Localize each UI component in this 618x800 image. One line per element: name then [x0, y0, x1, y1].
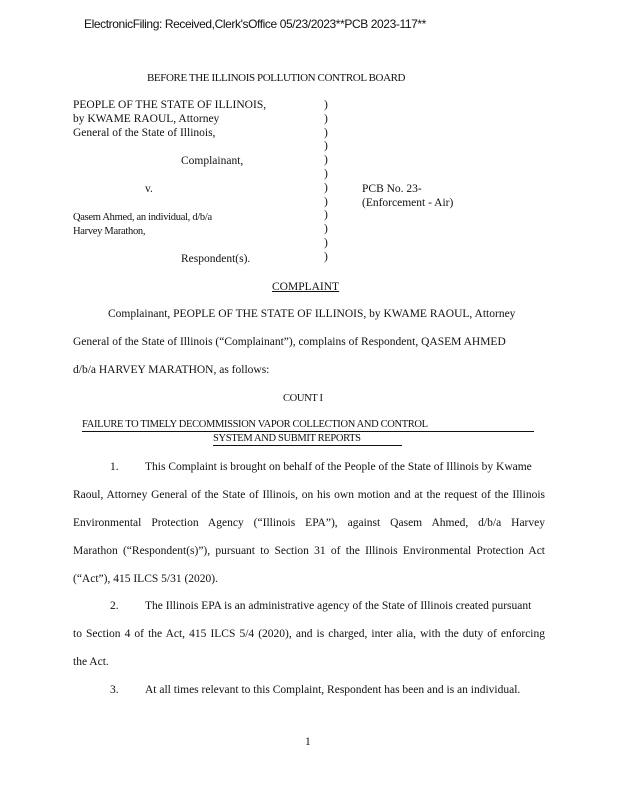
filing-stamp: ElectronicFiling: Received,Clerk'sOffice 05/23/2023**PCB 2023-117** [84, 17, 426, 31]
paragraph-line: The Illinois EPA is an administrative agency of the State of Illinois created pursuant [145, 600, 532, 612]
paragraph-line: the Act. [73, 656, 109, 668]
paragraph-number: 3. [110, 684, 119, 696]
respondent-label: Respondent(s). [181, 253, 251, 265]
caption-parentheses: ) ) ) ) ) ) ) ) ) ) ) ) [324, 99, 328, 263]
versus-label: v. [145, 183, 153, 195]
case-type: (Enforcement - Air) [362, 197, 454, 209]
paragraph-line: Environmental Protection Agency (“Illinois EPA”), against Qasem Ahmed, d/b/a Harvey [73, 517, 545, 529]
plaintiff-line-3: General of the State of Illinois, [73, 127, 216, 139]
count-label: COUNT I [283, 393, 323, 404]
paragraph-line: Marathon (“Respondent(s)”), pursuant to Section 31 of the Illinois Environmental Protection Act [73, 545, 545, 557]
complaint-title: COMPLAINT [272, 281, 340, 293]
case-number: PCB No. 23- [362, 183, 422, 195]
respondent-line-1: Qasem Ahmed, an individual, d/b/a [73, 212, 212, 223]
paragraph-line: This Complaint is brought on behalf of the People of the State of Illinois by Kwame [145, 461, 532, 473]
count-title-line-2: SYSTEM AND SUBMIT REPORTS [213, 433, 402, 446]
respondent-line-2: Harvey Marathon, [73, 226, 146, 237]
page-number: 1 [305, 736, 311, 748]
paragraph-line: to Section 4 of the Act, 415 ILCS 5/4 (2020), and is charged, inter alia, with the duty of enforcing [73, 628, 545, 640]
complainant-label: Complainant, [181, 155, 244, 167]
paragraph-number: 1. [110, 461, 119, 473]
board-heading: BEFORE THE ILLINOIS POLLUTION CONTROL BOARD [147, 72, 406, 84]
paragraph-number: 2. [110, 600, 119, 612]
plaintiff-line-2: by KWAME RAOUL, Attorney [73, 113, 220, 125]
count-title-line-1: FAILURE TO TIMELY DECOMMISSION VAPOR COLLECTION AND CONTROL [82, 419, 534, 432]
paragraph-line: Raoul, Attorney General of the State of Illinois, on his own motion and at the request of the Illinois [73, 489, 545, 501]
plaintiff-line-1: PEOPLE OF THE STATE OF ILLINOIS, [73, 99, 267, 111]
paragraph-line: At all times relevant to this Complaint, Respondent has been and is an individual. [145, 684, 521, 696]
intro-line-2: General of the State of Illinois (“Complainant”), complains of Respondent, QASEM AHMED [73, 336, 506, 348]
intro-line-1: Complainant, PEOPLE OF THE STATE OF ILLINOIS, by KWAME RAOUL, Attorney [108, 308, 516, 320]
paragraph-line: (“Act”), 415 ILCS 5/31 (2020). [73, 573, 218, 585]
intro-line-3: d/b/a HARVEY MARATHON, as follows: [73, 364, 270, 376]
